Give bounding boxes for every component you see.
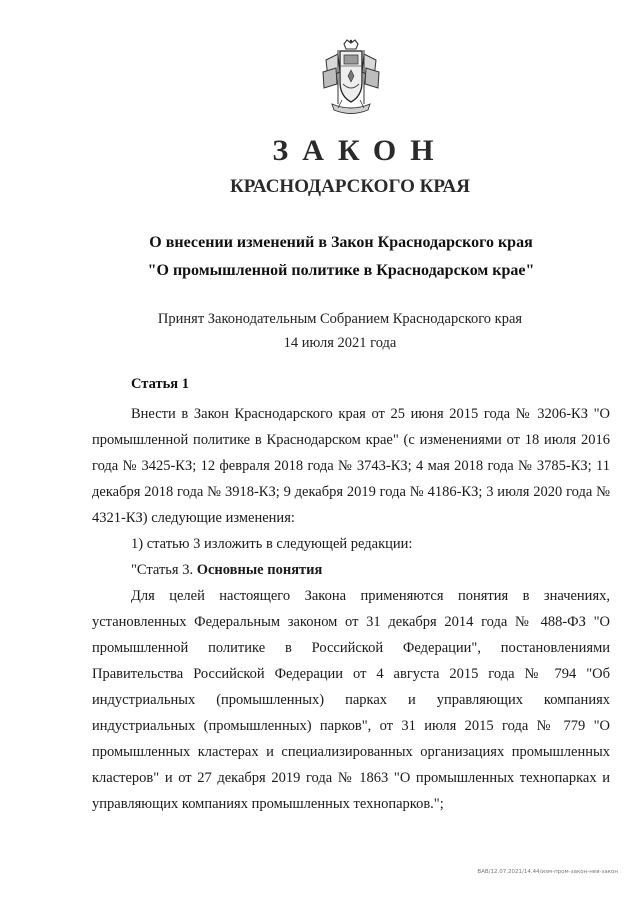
adoption-statement: Принят Законодательным Собранием Краснодарского края — [157, 311, 523, 327]
article-1-paragraph-1: Внести в Закон Краснодарского края от 25 июня 2015 года № 3206-КЗ "О промышленной политике в Краснодарском крае" (с изменениями от 18 июля 2016 года № 3425-КЗ; 12 февраля 2018 года № 3743-КЗ; 4 мая 2018 года № 3785-КЗ; 11 декабря 2018 года № 3918-КЗ; 9 декабря 2019 года № 4186-КЗ; 3 июля 2020 года № 4321-КЗ) следующие изменения: — [92, 406, 610, 526]
document-title-line-2: "О промышленной политике в Краснодарском крае" — [147, 262, 535, 279]
document-title-line-1: О внесении изменений в Закон Краснодарского края — [149, 234, 533, 251]
document-footer-code: ВАВ/12.07.2021/14.44/изм-пром-закон-нев-закон — [477, 869, 618, 875]
region-title: КРАСНОДАРСКОГО КРАЯ — [229, 176, 471, 197]
article-3-heading — [92, 557, 610, 583]
article-3-prefix: "Статья 3. — [131, 562, 197, 578]
coat-of-arms-icon — [318, 38, 384, 116]
article-1-heading: Статья 1 — [131, 376, 189, 392]
law-title: ЗАКОН — [272, 134, 448, 167]
article-1-body — [92, 401, 610, 817]
adoption-date: 14 июля 2021 года — [283, 335, 397, 351]
article-3-paragraph: Для целей настоящего Закона применяются понятия в значениях, установленных Федеральным законом от 31 декабря 2014 года № 488-ФЗ "О промышленной политике в Российской Федерации", постановлениями Правительства Российской Федерации от 4 августа 2015 года № 794 "Об индустриальных (промышленных) парках и управляющих компаниях индустриальных (промышленных) парков", от 31 июля 2015 года № 779 "О промышленных кластерах и специализированных организациях промышленных кластеров" и от 27 декабря 2019 года № 1863 "О промышленных технопарках и управляющих компаниях промышленных технопарков."; — [92, 588, 610, 812]
article-1-paragraph-2: 1) статью 3 изложить в следующей редакции: — [131, 536, 413, 552]
article-3-title: Основные понятия — [196, 562, 323, 578]
